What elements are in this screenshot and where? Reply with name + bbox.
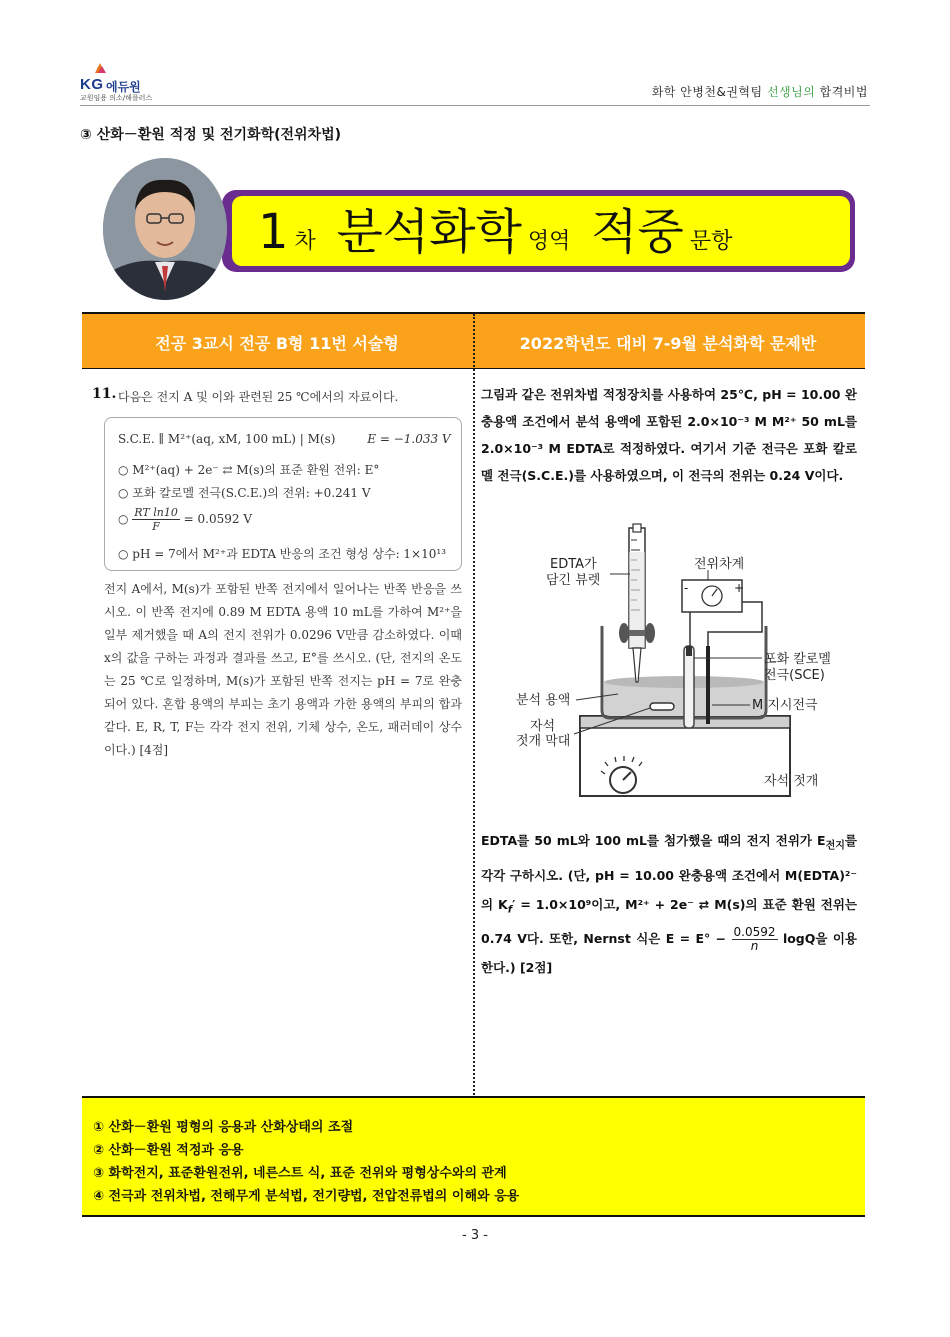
- banner-number: 1: [258, 204, 289, 260]
- header-tagline: [652, 83, 868, 100]
- column-divider: [473, 314, 475, 1095]
- fraction-numerator: RT ln10: [134, 506, 178, 519]
- fraction-denominator: F: [152, 520, 160, 533]
- label-sce-2: 전극(SCE): [764, 668, 825, 683]
- label-burette-2: 담긴 뷰렛: [546, 573, 601, 588]
- label-solution: 분석 용액: [516, 693, 571, 708]
- cell-potential: E = −1.033 V: [367, 432, 451, 446]
- question-intro: 다음은 전지 A 및 이와 관련된 25 ℃에서의 자료이다.: [118, 390, 399, 404]
- para2-part-d: logQ을 이용한다.) [2점]: [481, 931, 857, 975]
- cell-notation-line: [118, 432, 451, 446]
- question-paragraph: 전지 A에서, M(s)가 포함된 반쪽 전지에서 일어나는 반쪽 반응을 쓰시오. 이 반쪽 전지에 0.89 M EDTA 용액 10 mL를 가하여 M²⁺을 일부 제거했을 때 A의 전지 전위가 0.0296 V만큼 감소하였다. 이때 x의 값을 구하는 과정과 결과를 쓰고, E°를 쓰시오. (단, 전지의 온도는 25 ℃로 일정하며, M(s)가 포함된 반쪽 전지는 pH = 7로 완충되어 있다. 혼합 용액의 부피는 초기 용액과 가한 용액의 부피의 합과 같다. E, R, T, F는 각각 전지 전위, 기체 상수, 온도, 패러데이 상수이다.) [4점]: [104, 582, 462, 757]
- topic-item: ④ 전극과 전위차법, 전해무게 분석법, 전기량법, 전압전류법의 이해와 응용: [93, 1189, 520, 1204]
- label-stirrer: 자석 젓개: [764, 774, 819, 789]
- teacher-photo: [103, 158, 227, 300]
- logo-kg: KG: [80, 76, 104, 93]
- cell-subscript: 전지: [825, 840, 845, 852]
- stir-bar: [650, 703, 674, 710]
- label-indicator: M 지시전극: [752, 698, 818, 713]
- nernst-fraction: [732, 926, 778, 953]
- problem-paragraph-1: 그림과 같은 전위차법 적정장치를 사용하여 25℃, pH = 10.00 완충용액 조건에서 분석 용액에 포함된 2.0×10⁻³ M M²⁺ 50 mL를 2.0×10⁻³ M EDTA로 적정하였다. 여기서 기준 전극은 포화 칼로멜 전극(S.C.E.)를 사용하였으며, 이 전극의 전위는 0.24 V이다.: [481, 387, 857, 483]
- label-sce-1: 포화 칼로멜: [764, 652, 831, 667]
- page-number: - 3 -: [462, 1228, 488, 1243]
- para2-part-b: 를 각각 구하시오. (단, pH = 10.00 완충용액 조건에서 M(EDTA)²⁻의 K: [481, 833, 857, 912]
- tagline-prefix: 화학 안병천&권혁팀: [651, 85, 767, 99]
- topic-item: ① 산화－환원 평형의 응용과 산화상태의 조절: [93, 1120, 354, 1135]
- rt-over-f-fraction: [132, 506, 180, 533]
- header-rule: [80, 105, 870, 106]
- titration-apparatus-figure: [500, 522, 840, 804]
- banner-hit: 적중: [591, 204, 684, 260]
- data-bullet-4: ○ pH = 7에서 M²⁺과 EDTA 반응의 조건 형성 상수: 1×10¹³: [118, 547, 447, 561]
- label-burette-1: EDTA가: [550, 557, 597, 572]
- data-bullet-3: ○ $\frac{\text{RT ln10}}{F}$ = 0.0592 V: [118, 506, 252, 533]
- question-number: 11.: [92, 386, 117, 402]
- para2-part-c: ′ = 1.0×10⁹이고, M²⁺ + 2e⁻ ⇄ M(s)의 표준 환원 전위는 0.74 V다. 또한, Nernst 식은 E = E° −: [481, 896, 857, 946]
- k-subscript: f: [507, 904, 513, 915]
- left-column-header: 전공 3교시 전공 B형 11번 서술형: [155, 334, 399, 353]
- cell-notation: S.C.E. ∥ M²⁺(aq, xM, 100 mL) | M(s): [118, 432, 336, 446]
- label-potentiometer: 전위차계: [694, 557, 745, 572]
- sce-electrode: [684, 646, 694, 728]
- banner-items: 문항: [689, 229, 733, 254]
- banner-title: [258, 206, 738, 268]
- right-column-header: 2022학년도 대비 7-9월 분석화학 문제반: [519, 334, 817, 353]
- nernst-denominator: n: [750, 939, 759, 953]
- banner-cha: 차: [294, 229, 316, 254]
- footer-box-bottom-rule: [82, 1215, 865, 1217]
- data-bullet-2: ○ 포화 칼로멜 전극(S.C.E.)의 전위: +0.241 V: [118, 486, 371, 500]
- problem-paragraph-2: [481, 826, 857, 982]
- banner-subject: 분석화학: [336, 204, 522, 260]
- meter-minus: -: [684, 581, 689, 595]
- tagline-teacher: 선생님의: [766, 85, 816, 99]
- data-bullet-1: ○ M²⁺(aq) + 2e⁻ ⇄ M(s)의 표준 환원 전위: E°: [118, 463, 380, 477]
- banner-area: 영역: [527, 229, 571, 254]
- nernst-numerator: 0.0592: [733, 925, 776, 939]
- tagline-suffix: 합격비법: [815, 85, 868, 99]
- logo-subtitle: 교원임용 의소/해플러스: [80, 94, 153, 102]
- logo-name: 에듀원: [106, 80, 141, 94]
- topic-item: ② 산화－환원 적정과 응용: [93, 1143, 244, 1158]
- fraction-value: = 0.0592 V: [183, 512, 252, 526]
- meter-plus: +: [734, 581, 745, 595]
- label-stirbar-2: 젓개 막대: [516, 734, 571, 749]
- topic-item: ③ 화학전지, 표준환원전위, 네른스트 식, 표준 전위와 평형상수와의 관계: [93, 1166, 507, 1181]
- kg-logo-mark: [93, 62, 107, 74]
- para2-part-a: EDTA를 50 mL와 100 mL를 첨가했을 때의 전지 전위가 E: [481, 833, 826, 848]
- label-stirbar-1: 자석: [530, 719, 556, 734]
- section-title: ③ 산화－환원 적정 및 전기화학(전위차법): [80, 127, 342, 143]
